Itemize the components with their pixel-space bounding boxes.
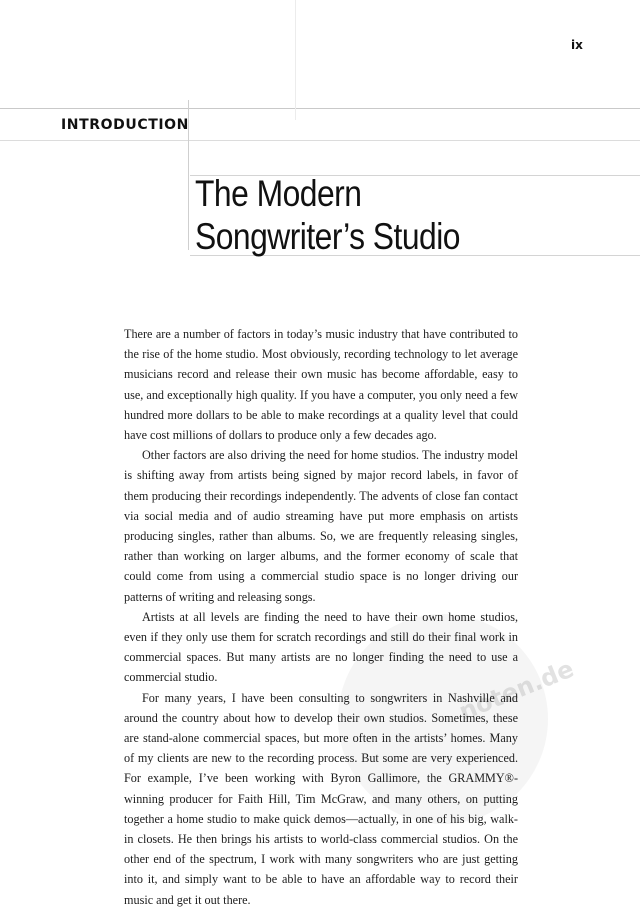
crop-line bbox=[0, 108, 640, 109]
chapter-title bbox=[195, 172, 556, 258]
body-text bbox=[124, 324, 518, 910]
paragraph: There are a number of factors in today’s music industry that have contributed to the rise of the home studio. Most obviously, recording technology to let average musicians record and release their own music has become affordable, easy to use, and exceptionally high quality. If you have a computer, you only need a few hundred more dollars to be able to make recordings at a quality level that could have cost millions of dollars to produce only a few decades ago. bbox=[124, 327, 518, 443]
paragraph: Other factors are also driving the need for home studios. The industry model is shifting away from artists being signed by major record labels, in favor of them producing their recordings independently. The advents of close fan contact via social media and of audio streaming have put more emphasis on artists producing singles, rather than albums. So, we are frequently releasing singles, rather than working on larger albums, and the former economy of scale that could come from using a commercial studio space is no longer driving our patterns of writing and releasing songs. bbox=[124, 448, 518, 604]
chapter-title-line-1: The Modern bbox=[195, 173, 362, 214]
chapter-label: INTRODUCTION bbox=[61, 117, 189, 133]
chapter-title-line-2: Songwriter’s Studio bbox=[195, 216, 460, 257]
paragraph: Artists at all levels are finding the need to have their own home studios, even if they only use them for scratch recordings and still do their final work in commercial spaces. But many artists are no longer finding the need to use a commercial studio. bbox=[124, 609, 518, 685]
crop-line bbox=[0, 140, 640, 141]
crop-line bbox=[295, 0, 296, 120]
page-number: ix bbox=[571, 38, 583, 52]
paragraph: For many years, I have been consulting to songwriters in Nashville and around the country about how to develop their own studios. Sometimes, these are stand-alone commercial spaces, but more often in the artists’ homes. Many of my clients are new to the recording process. But some are very experienced. For example, I’ve been working with Byron Gallimore, the GRAMMY®-winning producer for Faith Hill, Tim McGraw, and many others, on putting together a home studio to make quick demos—actually, in one of his big, walk-in closets. He then brings his artists to world-class commercial studios. On the other end of the spectrum, I work with many songwriters who are just getting into it, and simply want to be able to have an affordable way to record their music and get it out there. bbox=[124, 690, 518, 907]
watermark-text: noten.de bbox=[455, 654, 578, 726]
